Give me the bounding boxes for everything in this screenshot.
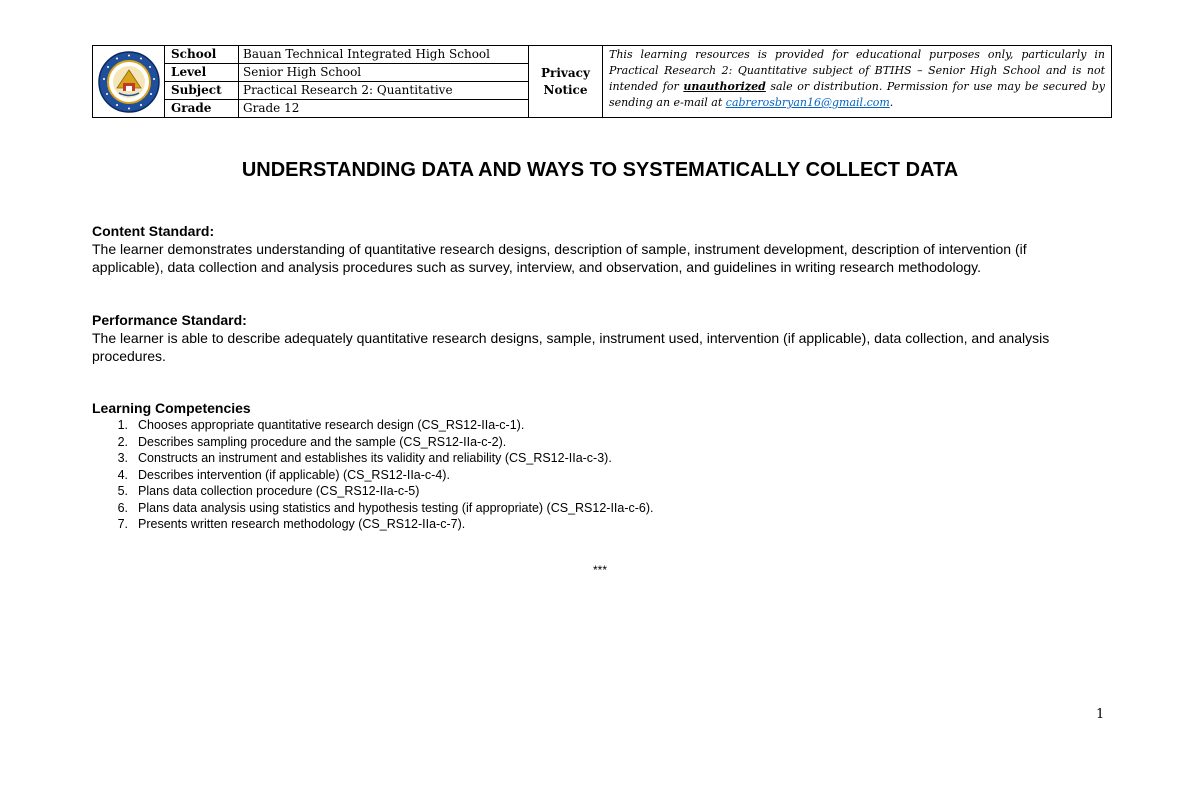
list-item	[92, 483, 1092, 500]
school-seal-logo	[97, 50, 161, 114]
notice-emphasis: unauthorized	[683, 80, 766, 93]
grade-label: Grade	[165, 100, 239, 118]
performance-standard-heading: Performance Standard:	[92, 312, 247, 328]
list-item	[92, 434, 1092, 451]
content-standard-section	[92, 222, 1092, 276]
page-number: 1	[1096, 707, 1105, 722]
email-link[interactable]: cabrerosbryan16@gmail.com	[725, 96, 890, 109]
list-item-number: 7.	[117, 517, 128, 531]
list-item-text: Describes sampling procedure and the sample (CS_RS12-IIa-c-2).	[138, 434, 507, 449]
school-value: Bauan Technical Integrated High School	[239, 46, 529, 64]
competencies-list	[92, 417, 1092, 533]
list-item	[92, 467, 1092, 484]
logo-cell	[93, 46, 165, 118]
learning-competencies-heading: Learning Competencies	[92, 400, 251, 416]
privacy-notice	[603, 46, 1112, 118]
list-item-text: Plans data collection procedure (CS_RS12-IIa-c-5)	[138, 484, 420, 498]
list-item-text: Describes intervention (if applicable) (CS_RS12-IIa-c-4).	[138, 467, 450, 482]
list-item-number: 6.	[117, 500, 128, 515]
school-label: School	[165, 46, 239, 64]
grade-value: Grade 12	[239, 100, 529, 118]
subject-value: Practical Research 2: Quantitative	[239, 82, 529, 100]
list-item-text: Constructs an instrument and establishes its validity and reliability (CS_RS12-IIa-c-3).	[138, 451, 612, 465]
notice-text-2: sale or distribution. Permission for use may be secured by sending an e-mail at	[609, 80, 1105, 109]
notice-end: .	[889, 96, 894, 109]
list-item	[92, 417, 1092, 434]
learning-competencies-section	[92, 399, 1092, 533]
list-item-number: 5.	[117, 484, 128, 498]
performance-standard-text: The learner is able to describe adequately quantitative research designs, sample, instrument used, intervention (if applicable), data collection, and analysis procedures.	[92, 330, 1050, 364]
performance-standard-section	[92, 311, 1092, 365]
level-value: Senior High School	[239, 64, 529, 82]
list-item-number: 2.	[117, 434, 128, 449]
list-item	[92, 500, 1092, 517]
list-item-number: 1.	[117, 418, 128, 432]
header-table	[92, 45, 1112, 118]
list-item-text: Plans data analysis using statistics and hypothesis testing (if appropriate) (CS_RS12-IIa-c-6).	[138, 500, 654, 515]
content-standard-text: The learner demonstrates understanding of quantitative research designs, description of sample, instrument development, description of intervention (if applicable), data collection and analysis procedures such as survey, interview, and observation, and guidelines in writing research methodology.	[92, 241, 1027, 275]
content-standard-heading: Content Standard:	[92, 223, 215, 239]
list-item-text: Presents written research methodology (CS_RS12-IIa-c-7).	[138, 517, 466, 531]
privacy-label: Privacy Notice	[529, 46, 603, 118]
list-item-number: 4.	[117, 467, 128, 482]
list-item	[92, 516, 1092, 533]
list-item-text: Chooses appropriate quantitative research design (CS_RS12-IIa-c-1).	[138, 418, 525, 432]
list-item	[92, 450, 1092, 467]
section-separator: ***	[592, 563, 607, 577]
subject-label: Subject	[165, 82, 239, 100]
list-item-number: 3.	[117, 451, 128, 465]
notice-text-1: This learning resources is provided for educational purposes only, particularly in Practical Research 2: Quantitative subject of BTIHS – Senior High School and is not intended for	[609, 48, 1105, 93]
page-title: UNDERSTANDING DATA AND WAYS TO SYSTEMATICALLY COLLECT DATA	[241, 159, 959, 181]
level-label: Level	[165, 64, 239, 82]
